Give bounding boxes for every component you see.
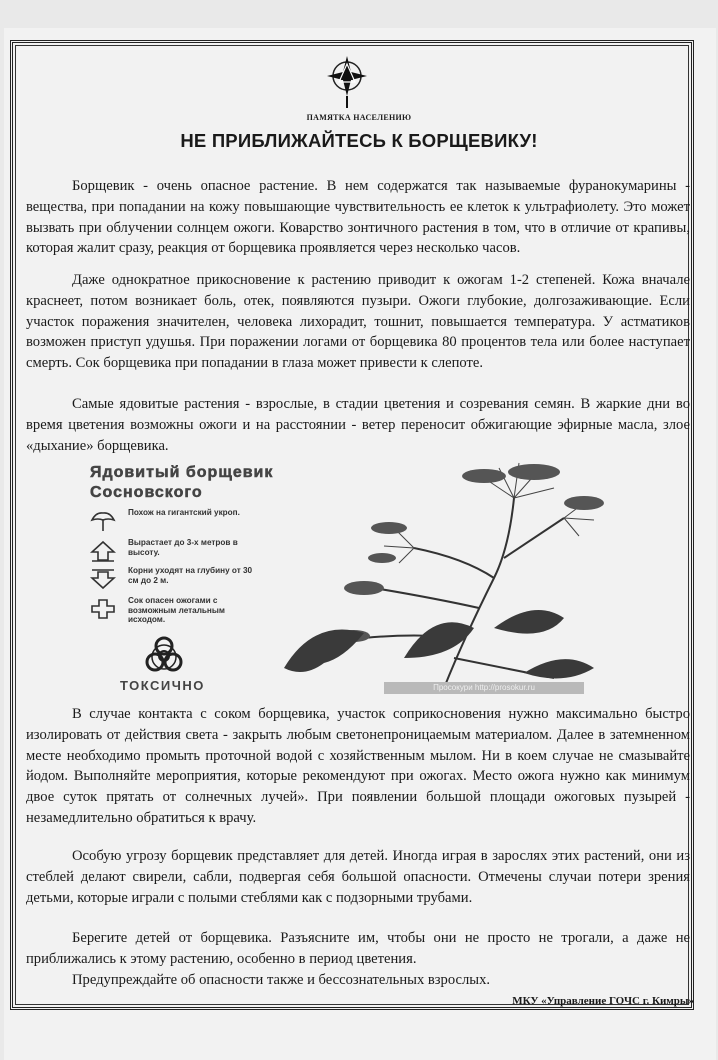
paragraph-warn-adults: Предупреждайте об опасности также и бессознательных взрослых. bbox=[72, 972, 491, 988]
paragraph-first-aid: В случае контакта с соком борщевика, участок соприкосновения нужно максимально быстро изолировать от действия света - закрыть любым светонепроницаемым материалом. Далее в затемненном месте необходимо промыть проточной водой с хозяйственным мылом. Ни в коем случае не смазывайте йодом. Выполняйте мероприятия, которые рекомендуют при ожогах. Место ожога нужно как минимум двое суток прятать от солнечных лучей». При появлении большой площади ожоговых пузырей - незамедлительно обратиться к врачу. bbox=[26, 706, 690, 826]
arrow-down-icon bbox=[90, 568, 116, 590]
infographic-title-line1: Ядовитый борщевик bbox=[90, 464, 274, 481]
paragraph-intro: Борщевик - очень опасное растение. В нем содержатся так называемые фуранокумарины - вещества, при попадании на кожу повышающие чувствительность ее клеток к ультрафиолету. Это может вызвать при облучении солнцем ожоги. Коварство зонтичного растения в том, что в отличие от крапивы, которая жалит сразу, реакция от борщевика проявляется через несколько часов. bbox=[26, 178, 690, 257]
paragraph-protect-children: Берегите детей от борщевика. Разъясните им, чтобы они не просто не трогали, а даже не приближались к этому растению, особенно в период цветения. bbox=[26, 930, 690, 967]
fact-row bbox=[90, 508, 260, 538]
fact-row bbox=[90, 566, 260, 596]
fact-row bbox=[90, 538, 260, 568]
fact-text: Корни уходят на глубину от 30 см до 2 м. bbox=[128, 566, 253, 585]
toxic-label: ТОКСИЧНО bbox=[120, 678, 205, 693]
fact-row bbox=[90, 596, 260, 626]
paragraph-dangerous-plants: Самые ядовитые растения - взрослые, в стадии цветения и созревания семян. В жаркие дни во время цветения возможны ожоги и на расстоянии - ветер переносит обжигающие эфирные масла, злое «дыхание» борщевика. bbox=[26, 396, 690, 454]
fact-text: Сок опасен ожогами с возможным летальным исходом. bbox=[128, 596, 225, 625]
hogweed-infographic bbox=[84, 458, 624, 698]
fact-text: Похож на гигантский укроп. bbox=[128, 508, 240, 517]
medical-cross-icon bbox=[90, 598, 116, 620]
arrow-up-icon bbox=[90, 540, 116, 562]
organization-signature: МКУ «Управление ГОЧС г. Кимры» bbox=[512, 995, 694, 1007]
infographic-title-line2: Сосновского bbox=[90, 484, 203, 501]
hogweed-plant-illustration bbox=[264, 458, 624, 690]
biohazard-icon bbox=[124, 636, 204, 676]
umbrella-plant-icon bbox=[90, 510, 116, 532]
paragraph-children-danger: Особую угрозу борщевик представляет для детей. Иногда играя в зарослях этих растений, они из стеблей делают свирели, сабли, подвергая себя большой опасности. Отмечены случаи потери зрения детьми, которые играли с полыми стеблями как с подзорными трубами. bbox=[26, 848, 690, 906]
page-title: НЕ ПРИБЛИЖАЙТЕСЬ К БОРЩЕВИКУ! bbox=[180, 130, 538, 151]
image-watermark: Просокури http://prosokur.ru bbox=[384, 682, 584, 694]
memo-subtitle: ПАМЯТКА НАСЕЛЕНИЮ bbox=[306, 113, 412, 122]
paragraph-burns: Даже однократное прикосновение к растению приводит к ожогам 1-2 степеней. Кожа вначале краснеет, потом возникает боль, отек, появляются пузыри. Ожоги глубокие, долгозаживающие. Если участок поражения значителен, человека лихорадит, тошнит, повышается температура. У астматиков возможен приступ удушья. При поражении логами от борщевика 80 процентов тела или более наступает смерть. Сок борщевика при попадании в глаза может привести к слепоте. bbox=[26, 272, 690, 372]
fact-text: Вырастает до 3-х метров в высоту. bbox=[128, 538, 238, 557]
civil-defense-emblem-icon bbox=[322, 54, 372, 110]
